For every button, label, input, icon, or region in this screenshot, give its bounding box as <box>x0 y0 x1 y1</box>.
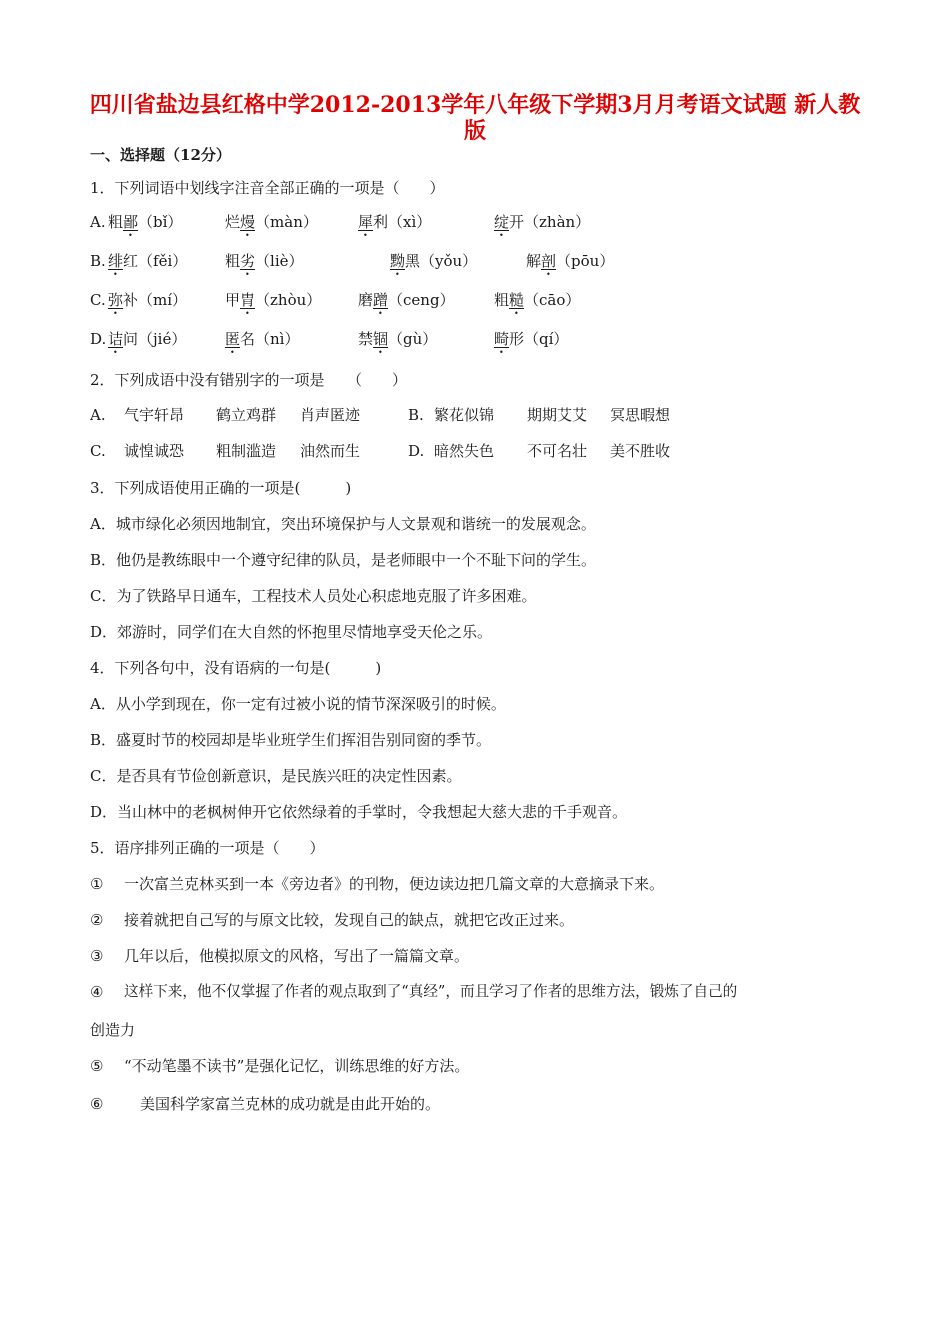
q4-stem: 4．下列各句中，没有语病的一句是( ) <box>90 659 382 677</box>
q1-option-word <box>108 251 187 279</box>
q2-idiom: 繁花似锦 <box>434 406 495 424</box>
q2-idiom: 诚惶诚恐 <box>124 442 185 460</box>
q2-idiom: 暗然失色 <box>434 442 495 460</box>
word-suffix-pinyin: 名（nì） <box>240 330 300 348</box>
q2-stem: 2．下列成语中没有错别字的一项是 （ ） <box>90 371 408 389</box>
word-suffix-pinyin: 补（mí） <box>123 291 188 309</box>
q1-option-letter: B. <box>90 252 106 270</box>
q5-item-4-text: 这样下来，他不仅掌握了作者的观点取到了“真经”，而且学习了作者的思维方法，锻炼了自己的 <box>124 983 738 1000</box>
word-prefix: 粗 <box>225 252 241 270</box>
word-suffix-pinyin: 形（qí） <box>509 330 569 348</box>
q4-option-a: A．从小学到现在，你一定有过被小说的情节深深吸引的时候。 <box>90 695 506 713</box>
underlined-character: 黝 <box>390 252 406 270</box>
q2-idiom: 肖声匿迹 <box>300 406 361 424</box>
q1-option-word <box>390 251 477 279</box>
q4-option-b: B．盛夏时节的校园却是毕业班学生们挥泪告别同窗的季节。 <box>90 731 492 749</box>
q1-option-word <box>358 212 431 240</box>
q1-option-letter: C. <box>90 291 106 309</box>
word-prefix: 磨 <box>358 291 374 309</box>
word-prefix: 甲 <box>225 291 241 309</box>
q2-idiom: 鹤立鸡群 <box>216 406 277 424</box>
q1-option-word <box>108 290 187 318</box>
word-suffix-pinyin: 问（jié） <box>123 330 187 348</box>
q3-option-a: A．城市绿化必须因地制宜，突出环境保护与人文景观和谐统一的发展观念。 <box>90 515 596 533</box>
q5-item-6-text: 美国科学家富兰克林的成功就是由此开始的。 <box>140 1095 441 1113</box>
q2-option-letter: B. <box>408 406 424 424</box>
q1-option-word <box>526 251 614 279</box>
underlined-character: 糙 <box>509 291 525 309</box>
q5-stem: 5．语序排列正确的一项是（ ） <box>90 839 325 857</box>
q1-option-word <box>358 329 437 357</box>
word-suffix-pinyin: （liè） <box>255 252 304 270</box>
word-prefix: 禁 <box>358 330 374 348</box>
underlined-character: 熳 <box>240 213 256 231</box>
word-prefix: 粗 <box>108 213 124 231</box>
word-suffix-pinyin: （bǐ） <box>138 213 183 231</box>
q5-item-4-continuation: 创造力 <box>90 1021 136 1039</box>
q5-item-1-text: 一次富兰克林买到一本《旁边者》的刊物，便边读边把几篇文章的大意摘录下来。 <box>124 875 665 893</box>
underlined-character: 弥 <box>108 291 124 309</box>
q1-option-word <box>108 329 186 357</box>
section-heading: 一、选择题（12分） <box>90 146 231 164</box>
q4-option-d: D．当山林中的老枫树伸开它依然绿着的手掌时，令我想起大慈大悲的千手观音。 <box>90 803 628 821</box>
q1-option-word <box>225 329 299 357</box>
word-suffix-pinyin: （cāo） <box>524 291 581 309</box>
q2-idiom: 期期艾艾 <box>527 406 588 424</box>
q5-item-5-num: ⑤ <box>90 1057 104 1075</box>
q1-option-word <box>225 251 304 279</box>
q5-item-2-text: 接着就把自己写的与原文比较，发现自己的缺点，就把它改正过来。 <box>124 911 575 929</box>
q3-option-b: B．他仍是教练眼中一个遵守纪律的队员，是老师眼中一个不耻下问的学生。 <box>90 551 597 569</box>
q1-option-word <box>358 290 455 318</box>
underlined-character: 匿 <box>225 330 241 348</box>
underlined-character: 畸 <box>494 330 510 348</box>
q5-item-5-text: “不动笔墨不读书”是强化记忆，训练思维的好方法。 <box>124 1057 470 1075</box>
q5-item-6-num: ⑥ <box>90 1095 104 1113</box>
word-suffix-pinyin: （gù） <box>388 330 438 348</box>
q5-item-1-num: ① <box>90 875 104 893</box>
q1-stem: 1．下列词语中划线字注音全部正确的一项是（ ） <box>90 179 445 197</box>
word-prefix: 解 <box>526 252 542 270</box>
q1-option-word <box>494 212 590 240</box>
q2-idiom: 不可名壮 <box>527 442 588 460</box>
q1-option-word <box>494 329 568 357</box>
q1-option-word <box>108 212 182 240</box>
q2-option-letter: D. <box>408 442 425 460</box>
q1-option-letter: D. <box>90 330 107 348</box>
q2-idiom: 油然而生 <box>300 442 361 460</box>
underlined-character: 绯 <box>108 252 124 270</box>
q2-idiom: 美不胜收 <box>610 442 671 460</box>
q5-item-4-num: ④ <box>90 983 104 1001</box>
word-suffix-pinyin: （ceng） <box>388 291 455 309</box>
word-prefix: 烂 <box>225 213 241 231</box>
word-suffix-pinyin: 红（fěi） <box>123 252 188 270</box>
q2-option-letter: C. <box>90 442 106 460</box>
underlined-character: 绽 <box>494 213 510 231</box>
document-title-line2: 版 <box>463 118 486 144</box>
q1-option-word <box>494 290 580 318</box>
q5-item-3-num: ③ <box>90 947 104 965</box>
word-suffix-pinyin: （zhòu） <box>255 291 322 309</box>
q5-item-3-text: 几年以后，他模拟原文的风格，写出了一篇篇文章。 <box>124 947 470 965</box>
word-prefix: 粗 <box>494 291 510 309</box>
underlined-character: 蹭 <box>373 291 389 309</box>
q3-stem: 3．下列成语使用正确的一项是( ) <box>90 479 352 497</box>
q4-option-c: C．是否具有节俭创新意识，是民族兴旺的决定性因素。 <box>90 767 462 785</box>
underlined-character: 犀 <box>358 213 374 231</box>
q5-item-2-num: ② <box>90 911 104 929</box>
underlined-character: 劣 <box>240 252 256 270</box>
q2-idiom: 气宇轩昂 <box>124 406 185 424</box>
underlined-character: 锢 <box>373 330 389 348</box>
q1-option-letter: A. <box>90 213 106 231</box>
word-suffix-pinyin: （pōu） <box>556 252 615 270</box>
word-suffix-pinyin: 开（zhàn） <box>509 213 591 231</box>
q1-option-word <box>225 212 318 240</box>
underlined-character: 剖 <box>541 252 557 270</box>
q3-option-c: C．为了铁路早日通车，工程技术人员处心积虑地克服了许多困难。 <box>90 587 537 605</box>
underlined-character: 鄙 <box>123 213 139 231</box>
underlined-character: 诘 <box>108 330 124 348</box>
q1-option-word <box>225 290 321 318</box>
word-suffix-pinyin: （màn） <box>255 213 318 231</box>
word-suffix-pinyin: 黑（yǒu） <box>405 252 478 270</box>
q2-option-letter: A. <box>90 406 106 424</box>
q2-idiom: 冥思暇想 <box>610 406 671 424</box>
document-title-line1: 四川省盐边县红格中学2012-2013学年八年级下学期3月月考语文试题 新人教 <box>89 92 861 118</box>
q2-idiom: 粗制滥造 <box>216 442 277 460</box>
word-suffix-pinyin: 利（xì） <box>373 213 432 231</box>
underlined-character: 胄 <box>240 291 256 309</box>
q3-option-d: D．郊游时，同学们在大自然的怀抱里尽情地享受天伦之乐。 <box>90 623 493 641</box>
